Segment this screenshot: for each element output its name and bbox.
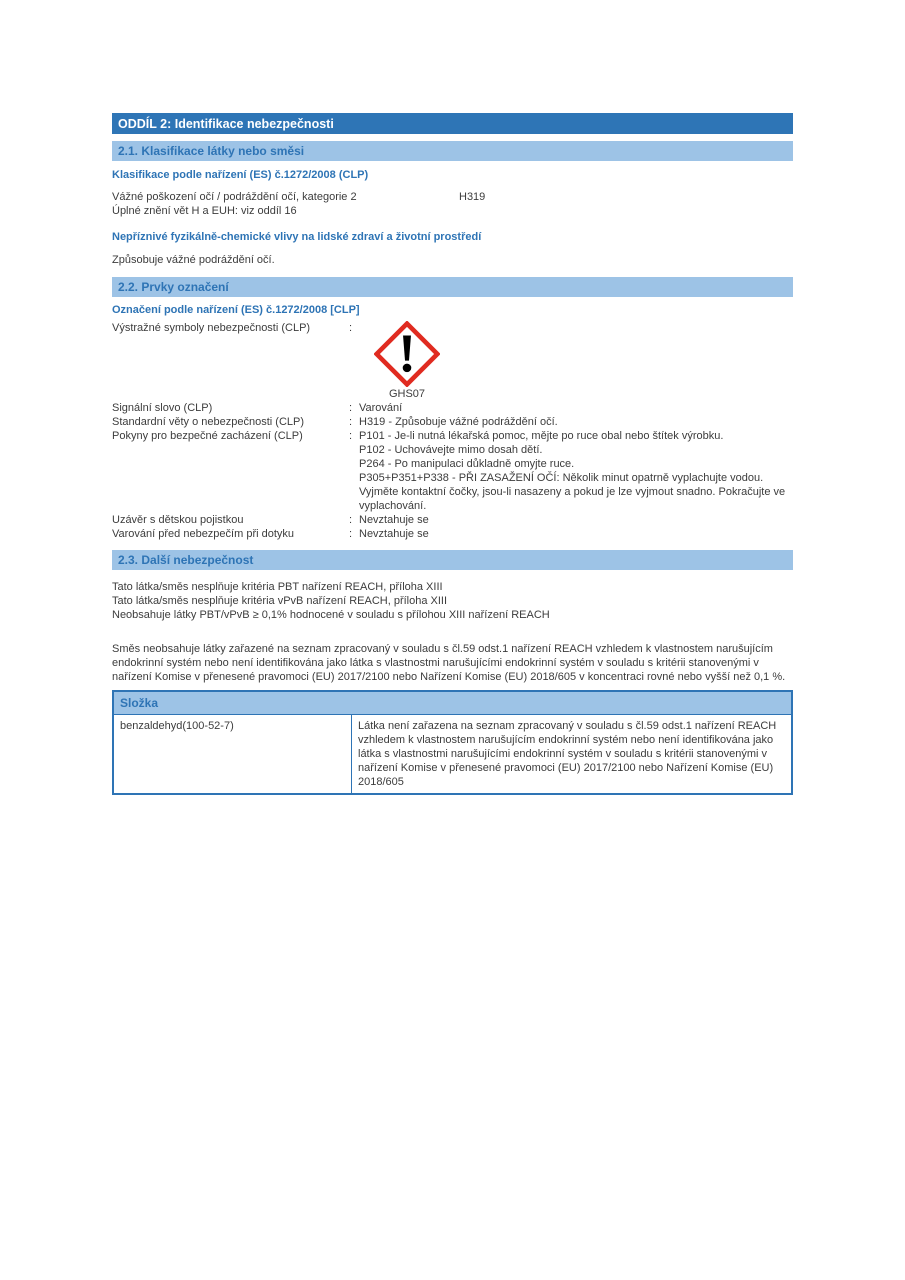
- hazard-code: H319: [459, 191, 486, 203]
- colon-separator: :: [349, 514, 353, 526]
- hazard-classification-row: [112, 190, 793, 204]
- section-2-1-header: 2.1. Klasifikace látky nebo směsi: [112, 141, 793, 161]
- precautionary-statement-p264: P264 - Po manipulaci důkladně omyjte ruce.: [359, 458, 575, 470]
- pbt-threshold-line: Neobsahuje látky PBT/vPvB ≥ 0,1% hodnocené v souladu s přílohou XIII nařízení REACH: [112, 609, 550, 621]
- hazard-pictograms-row: [112, 321, 793, 401]
- adverse-effects-heading: Nepříznivé fyzikálně-chemické vlivy na lidské zdraví a životní prostředí: [112, 231, 482, 243]
- signal-word-value: Varování: [359, 402, 403, 414]
- component-name-cell: benzaldehyd(100-52-7): [113, 715, 352, 795]
- tactile-warning-label: Varování před nebezpečím při dotyku: [112, 528, 295, 540]
- precautionary-statement-p102: P102 - Uchovávejte mimo dosah dětí.: [359, 444, 543, 456]
- hazard-pictograms-label: Výstražné symboly nebezpečnosti (CLP): [112, 322, 311, 334]
- section-2-content: [112, 113, 793, 795]
- colon-separator: :: [349, 402, 353, 414]
- section-2-header: ODDÍL 2: Identifikace nebezpečnosti: [112, 113, 793, 134]
- colon-separator: :: [349, 416, 353, 428]
- components-table-header-row: [113, 691, 792, 715]
- hazard-statements-row: [112, 415, 793, 429]
- classification-regulation-heading: Klasifikace podle nařízení (ES) č.1272/2008 (CLP): [112, 169, 369, 181]
- ghs07-exclamation-pictogram-icon: [374, 321, 440, 387]
- signal-word-label: Signální slovo (CLP): [112, 402, 213, 414]
- section-2-2-header: 2.2. Prvky označení: [112, 277, 793, 297]
- hazard-statements-label: Standardní věty o nebezpečnosti (CLP): [112, 416, 305, 428]
- precautionary-statement-p305: P305+P351+P338 - PŘI ZASAŽENÍ OČÍ: Několik minut opatrně vyplachujte vodou. Vyjměte kontaktní čočky, jsou-li nasazeny a pokud je lze vyjmout snadno. Pokračujte ve vyplachování.: [359, 472, 786, 512]
- pbt-line: Tato látka/směs nesplňuje kritéria PBT nařízení REACH, příloha XIII: [112, 581, 443, 593]
- section-2-3-header: 2.3. Další nebezpečnost: [112, 550, 793, 570]
- pictogram-caption: GHS07: [388, 388, 426, 400]
- tactile-warning-row: [112, 527, 793, 541]
- colon-separator: :: [349, 322, 353, 334]
- child-closure-row: [112, 513, 793, 527]
- table-row: [113, 715, 792, 795]
- precautionary-statements-row: [112, 429, 793, 513]
- hazard-statements-value: H319 - Způsobuje vážné podráždění očí.: [359, 416, 558, 428]
- ghs07-pictogram-block: [372, 321, 442, 401]
- colon-separator: :: [349, 430, 353, 442]
- components-table: [112, 690, 793, 795]
- component-assessment-cell: Látka není zařazena na seznam zpracovaný v souladu s čl.59 odst.1 nařízení REACH vzhledem k vlastnostem narušujícím endokrinní systém nebo není identifikována jako látka s vlastnostmi narušujícími endokrinní systém v souladu s kritérii stanovenými v nařízení Komise v přenesené pravomoci (EU) 2017/2100 nebo Nařízení Komise (EU) 2018/605: [352, 715, 793, 795]
- signal-word-row: [112, 401, 793, 415]
- child-closure-label: Uzávěr s dětskou pojistkou: [112, 514, 244, 526]
- precautionary-statements-value: [359, 429, 793, 513]
- endocrine-disruptor-paragraph: Směs neobsahuje látky zařazené na seznam zpracovaný v souladu s čl.59 odst.1 nařízení REACH vzhledem k vlastnostem narušujícím endokrinní systém nebo není identifikována jako látka s vlastnostmi narušujícími endokrinní systém v souladu s kritérii stanovenými v nařízení Komise v přenesené pravomoci (EU) 2017/2100 nebo Nařízení Komise (EU) 2018/605 v koncentraci rovné nebo vyšší než 0,1 %.: [112, 643, 786, 683]
- hazard-pictograms-value: [359, 321, 793, 401]
- h-euh-full-text-note: Úplné znění vět H a EUH: viz oddíl 16: [112, 205, 297, 217]
- tactile-warning-value: Nevztahuje se: [359, 528, 429, 540]
- precautionary-statement-p101: P101 - Je-li nutná lékařská pomoc, mějte po ruce obal nebo štítek výrobku.: [359, 430, 724, 442]
- hazard-class-text: Vážné poškození očí / podráždění očí, kategorie 2: [112, 191, 357, 203]
- components-table-header: Složka: [113, 691, 792, 715]
- precautionary-statements-label: Pokyny pro bezpečné zacházení (CLP): [112, 430, 303, 442]
- pbt-criteria-block: [112, 580, 793, 622]
- adverse-effects-text: Způsobuje vážné podráždění očí.: [112, 254, 275, 266]
- child-closure-value: Nevztahuje se: [359, 514, 429, 526]
- labelling-regulation-heading: Označení podle nařízení (ES) č.1272/2008 [CLP]: [112, 304, 360, 316]
- colon-separator: :: [349, 528, 353, 540]
- vpvb-line: Tato látka/směs nesplňuje kritéria vPvB nařízení REACH, příloha XIII: [112, 595, 448, 607]
